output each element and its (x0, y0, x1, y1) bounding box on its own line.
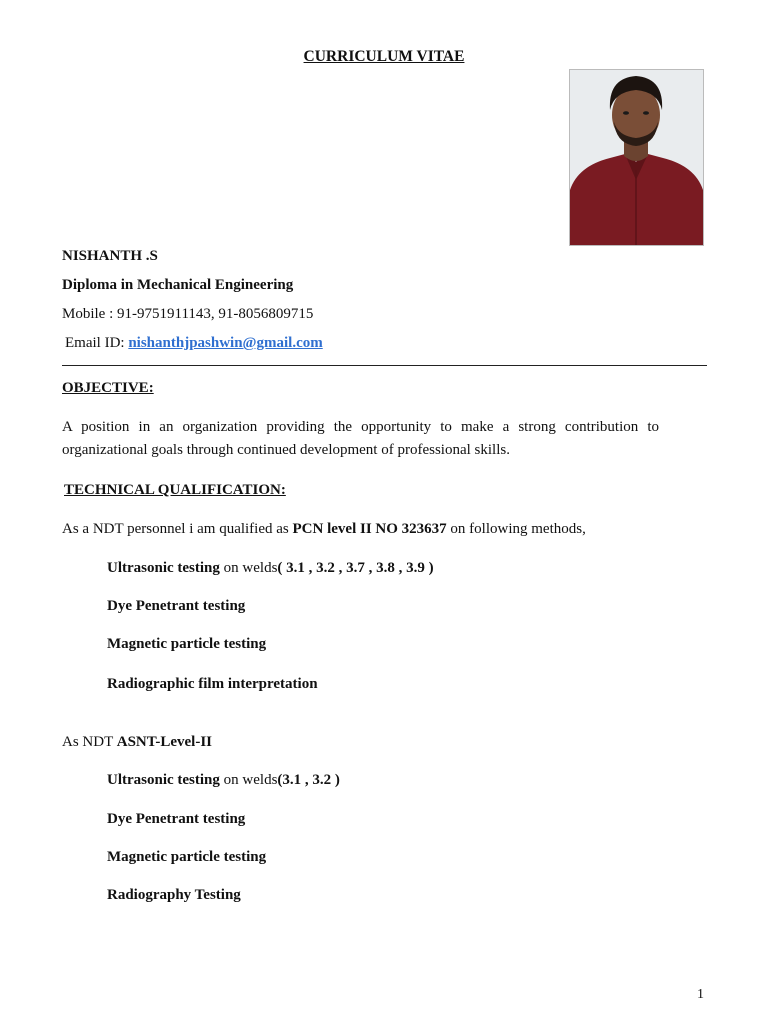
asnt-item-dye: Dye Penetrant testing (107, 811, 246, 827)
pcn-item-dye: Dye Penetrant testing (107, 598, 246, 614)
asnt-item-magnetic: Magnetic particle testing (107, 849, 267, 865)
candidate-name: NISHANTH .S (62, 248, 158, 264)
section-divider (62, 365, 707, 366)
pcn-intro-pre: As a NDT personnel i am qualified as (62, 521, 293, 537)
asnt-ut-mid: on welds (219, 772, 278, 788)
pcn-item-radiographic: Radiographic film interpretation (107, 676, 318, 692)
asnt-ut-codes: (3.1 , 3.2 ) (277, 772, 340, 788)
email-line (65, 335, 323, 352)
pcn-intro-post: on following methods, (446, 521, 586, 537)
pcn-item-ultrasonic (107, 560, 434, 577)
email-label: Email ID: (65, 335, 129, 351)
page-number: 1 (697, 987, 704, 1002)
technical-heading: TECHNICAL QUALIFICATION: (64, 482, 286, 498)
pcn-ut-label: Ultrasonic testing (107, 560, 220, 576)
candidate-degree: Diploma in Mechanical Engineering (62, 277, 294, 293)
pcn-ut-mid: on welds (219, 560, 278, 576)
document-title: CURRICULUM VITAE (303, 48, 465, 65)
pcn-ut-codes: ( 3.1 , 3.2 , 3.7 , 3.8 , 3.9 ) (277, 560, 434, 576)
asnt-level: ASNT-Level-II (116, 734, 213, 750)
pcn-level: PCN level II NO 323637 (292, 521, 447, 537)
asnt-item-radiography: Radiography Testing (107, 887, 241, 903)
asnt-item-ultrasonic (107, 772, 340, 789)
mobile-line (62, 306, 313, 323)
objective-text: A position in an organization providing the opportunity to make a strong contribution to organizational goals through continued development of professional skills. (62, 419, 659, 458)
mobile-label: Mobile (62, 306, 106, 322)
pcn-item-magnetic: Magnetic particle testing (107, 636, 267, 652)
asnt-intro (62, 734, 212, 751)
mobile-value: : 91-9751911143, 91-8056809715 (105, 306, 314, 322)
asnt-ut-label: Ultrasonic testing (107, 772, 220, 788)
pcn-intro (62, 521, 586, 538)
objective-heading: OBJECTIVE: (62, 380, 154, 396)
profile-photo (569, 69, 704, 246)
email-link[interactable]: nishanthjpashwin@gmail.com (128, 335, 323, 351)
asnt-intro-pre: As NDT (62, 734, 117, 750)
